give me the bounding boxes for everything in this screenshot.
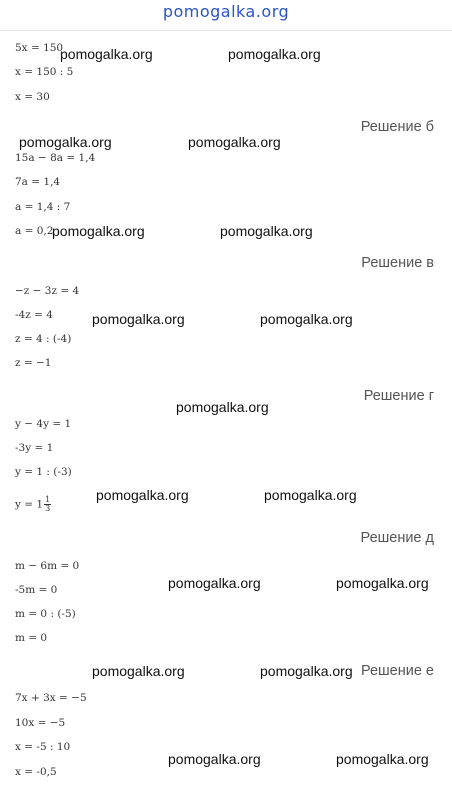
equation-line: 5x = 150 — [15, 42, 64, 54]
fraction-numerator: 1 — [45, 495, 51, 504]
equation-line: z = 4 : (-4) — [15, 333, 72, 345]
watermark: pomogalka.org — [264, 487, 357, 503]
solution-heading-e: Решение д — [360, 530, 434, 546]
watermark: pomogalka.org — [336, 751, 429, 767]
watermark: pomogalka.org — [92, 663, 185, 679]
equation-line: 7a = 1,4 — [15, 176, 61, 188]
watermark: pomogalka.org — [92, 311, 185, 327]
watermark: pomogalka.org — [52, 223, 145, 239]
equation-line: m = 0 — [15, 632, 48, 644]
solution-heading-c: Решение в — [361, 255, 434, 271]
watermark: pomogalka.org — [60, 46, 153, 62]
watermark: pomogalka.org — [19, 134, 112, 150]
watermark: pomogalka.org — [220, 223, 313, 239]
fraction-denominator: 3 — [45, 504, 51, 513]
equation-line: 10x = −5 — [15, 717, 66, 729]
equation-line: m − 6m = 0 — [15, 560, 80, 572]
watermark: pomogalka.org — [188, 134, 281, 150]
fraction — [44, 496, 51, 513]
equation-line: x = -5 : 10 — [15, 741, 71, 753]
equation-line: a = 1,4 : 7 — [15, 201, 71, 213]
equation-line: 7x + 3x = −5 — [15, 692, 87, 704]
watermark: pomogalka.org — [168, 751, 261, 767]
watermark: pomogalka.org — [96, 487, 189, 503]
watermark: pomogalka.org — [260, 663, 353, 679]
solution-heading-f: Решение е — [360, 663, 434, 679]
equation-prefix: y = 1 — [15, 498, 44, 511]
site-logo[interactable]: pomogalka.org — [162, 2, 290, 21]
watermark: pomogalka.org — [260, 311, 353, 327]
watermark: pomogalka.org — [228, 46, 321, 62]
watermark: pomogalka.org — [336, 575, 429, 591]
equation-line: -3y = 1 — [15, 442, 54, 454]
equation-line: x = 30 — [15, 91, 50, 103]
equation-line: -5m = 0 — [15, 584, 58, 596]
equation-line: z = −1 — [15, 357, 52, 369]
equation-line: -4z = 4 — [15, 309, 53, 321]
equation-line: y = 1 : (-3) — [15, 466, 72, 478]
equation-line: x = -0,5 — [15, 766, 57, 778]
equation-line: y − 4y = 1 — [15, 418, 72, 430]
solution-heading-b: Решение б — [360, 119, 434, 135]
equation-line: a = 0,2 — [15, 225, 54, 237]
watermark: pomogalka.org — [176, 399, 269, 415]
equation-line: −z − 3z = 4 — [15, 285, 80, 297]
header-divider — [0, 30, 452, 31]
watermark: pomogalka.org — [168, 575, 261, 591]
equation-line: 15a − 8a = 1,4 — [15, 152, 96, 164]
equation-line: x = 150 : 5 — [15, 66, 74, 78]
equation-line-mixed-fraction — [15, 496, 51, 513]
solution-heading-d: Решение г — [363, 388, 434, 404]
equation-line: m = 0 : (-5) — [15, 608, 76, 620]
